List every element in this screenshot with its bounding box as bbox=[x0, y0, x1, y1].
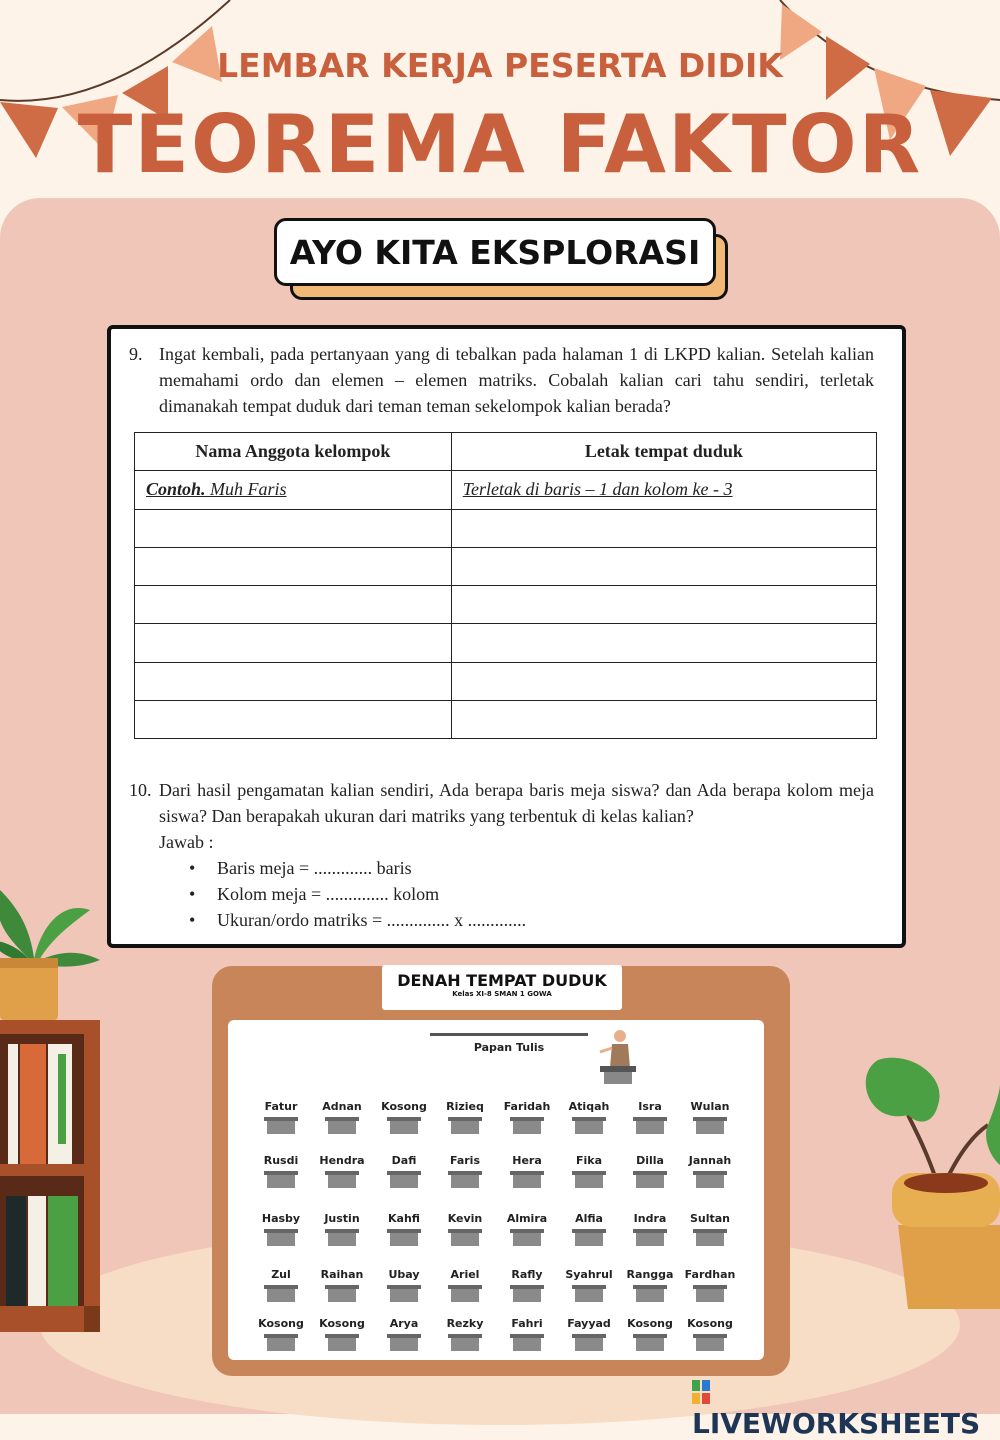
student-name: Rafly bbox=[511, 1268, 543, 1281]
seat bbox=[620, 1154, 680, 1188]
desk-icon bbox=[448, 1334, 482, 1351]
student-name: Indra bbox=[633, 1212, 667, 1225]
column-header: Letak tempat duduk bbox=[451, 433, 876, 471]
name-input-cell[interactable] bbox=[135, 701, 452, 739]
desk-icon bbox=[693, 1285, 727, 1302]
seat bbox=[251, 1212, 311, 1246]
seat bbox=[497, 1212, 557, 1246]
seat bbox=[312, 1317, 372, 1351]
table-row-example bbox=[135, 471, 877, 509]
desk-icon bbox=[264, 1171, 298, 1188]
question-number: 10. bbox=[129, 780, 152, 800]
seat bbox=[435, 1100, 495, 1134]
student-name: Ubay bbox=[388, 1268, 420, 1281]
seat bbox=[312, 1100, 372, 1134]
seat bbox=[620, 1100, 680, 1134]
worksheet-subtitle: LEMBAR KERJA PESERTA DIDIK bbox=[217, 46, 783, 85]
student-name: Alfia bbox=[575, 1212, 603, 1225]
name-input-cell[interactable] bbox=[135, 662, 452, 700]
column-header: Nama Anggota kelompok bbox=[135, 433, 452, 471]
whiteboard-line bbox=[430, 1033, 588, 1036]
seating-chart-sheet bbox=[228, 1020, 764, 1360]
name-input-cell[interactable] bbox=[135, 586, 452, 624]
desk-icon bbox=[510, 1171, 544, 1188]
desk-icon bbox=[387, 1229, 421, 1246]
name-input-cell[interactable] bbox=[135, 624, 452, 662]
seat bbox=[435, 1154, 495, 1188]
question-10 bbox=[129, 777, 874, 933]
location-input-cell[interactable] bbox=[451, 701, 876, 739]
potted-plant-left-illustration bbox=[0, 880, 110, 1020]
student-name: Kosong bbox=[319, 1317, 365, 1330]
location-input-cell[interactable] bbox=[451, 509, 876, 547]
answer-item-rows[interactable]: • Baris meja = ............. baris bbox=[189, 855, 874, 881]
seat bbox=[680, 1154, 740, 1188]
desk-icon bbox=[693, 1171, 727, 1188]
question-card bbox=[107, 325, 906, 948]
question-number: 9. bbox=[129, 344, 143, 364]
student-name: Raihan bbox=[320, 1268, 364, 1281]
seat bbox=[680, 1212, 740, 1246]
desk-icon bbox=[387, 1285, 421, 1302]
group-seat-table bbox=[134, 432, 877, 739]
student-name: Sultan bbox=[689, 1212, 731, 1225]
location-input-cell[interactable] bbox=[451, 547, 876, 585]
student-name: Syahrul bbox=[565, 1268, 613, 1281]
student-name: Hasby bbox=[261, 1212, 301, 1225]
student-name: Kevin bbox=[447, 1212, 483, 1225]
student-name: Kosong bbox=[381, 1100, 427, 1113]
student-name: Hendra bbox=[319, 1154, 365, 1167]
student-name: Faris bbox=[449, 1154, 481, 1167]
desk-icon bbox=[693, 1229, 727, 1246]
seat bbox=[559, 1212, 619, 1246]
desk-icon bbox=[693, 1334, 727, 1351]
desk-icon bbox=[264, 1285, 298, 1302]
table-row bbox=[135, 509, 877, 547]
seat bbox=[251, 1100, 311, 1134]
watermark-text: LIVEWORKSHEETS bbox=[692, 1407, 981, 1440]
seat bbox=[312, 1268, 372, 1302]
seat bbox=[620, 1268, 680, 1302]
seat bbox=[251, 1154, 311, 1188]
location-input-cell[interactable] bbox=[451, 662, 876, 700]
example-location-cell: Terletak di baris – 1 dan kolom ke - 3 bbox=[451, 471, 876, 509]
student-name: Zul bbox=[271, 1268, 291, 1281]
seat bbox=[559, 1154, 619, 1188]
student-name: Ariel bbox=[450, 1268, 480, 1281]
seat bbox=[559, 1268, 619, 1302]
seat bbox=[435, 1212, 495, 1246]
seat bbox=[374, 1100, 434, 1134]
name-input-cell[interactable] bbox=[135, 509, 452, 547]
student-name: Atiqah bbox=[568, 1100, 610, 1113]
student-name: Fahri bbox=[511, 1317, 543, 1330]
table-header-row bbox=[135, 433, 877, 471]
question-9 bbox=[129, 341, 874, 419]
seat bbox=[312, 1212, 372, 1246]
location-input-cell[interactable] bbox=[451, 586, 876, 624]
desk-icon bbox=[510, 1229, 544, 1246]
answer-label: Jawab : bbox=[159, 832, 214, 852]
student-name: Arya bbox=[389, 1317, 419, 1330]
desk-icon bbox=[572, 1334, 606, 1351]
student-name: Jannah bbox=[688, 1154, 732, 1167]
seat bbox=[374, 1212, 434, 1246]
student-name: Rusdi bbox=[263, 1154, 299, 1167]
student-name: Rezky bbox=[446, 1317, 484, 1330]
desk-icon bbox=[510, 1334, 544, 1351]
seat bbox=[251, 1317, 311, 1351]
seat bbox=[374, 1268, 434, 1302]
table-row bbox=[135, 547, 877, 585]
seat bbox=[435, 1268, 495, 1302]
seat bbox=[497, 1317, 557, 1351]
answer-item-order[interactable]: • Ukuran/ordo matriks = .............. x ............. bbox=[189, 907, 874, 933]
desk-icon bbox=[264, 1117, 298, 1134]
seat bbox=[312, 1154, 372, 1188]
student-name: Rizieq bbox=[446, 1100, 484, 1113]
desk-icon bbox=[448, 1117, 482, 1134]
student-name: Dilla bbox=[636, 1154, 664, 1167]
seat bbox=[680, 1317, 740, 1351]
desk-icon bbox=[633, 1229, 667, 1246]
student-name: Fika bbox=[575, 1154, 603, 1167]
seat bbox=[374, 1317, 434, 1351]
student-name: Wulan bbox=[690, 1100, 730, 1113]
student-name: Fatur bbox=[264, 1100, 298, 1113]
name-input-cell[interactable] bbox=[135, 547, 452, 585]
table-row bbox=[135, 662, 877, 700]
desk-icon bbox=[572, 1117, 606, 1134]
desk-icon bbox=[633, 1171, 667, 1188]
student-name: Dafi bbox=[391, 1154, 417, 1167]
desk-icon bbox=[510, 1285, 544, 1302]
desk-icon bbox=[264, 1229, 298, 1246]
student-name: Kahfi bbox=[388, 1212, 420, 1225]
desk-icon bbox=[387, 1334, 421, 1351]
seat bbox=[251, 1268, 311, 1302]
example-name: Muh Faris bbox=[205, 479, 287, 500]
question-text: Ingat kembali, pada pertanyaan yang di tebalkan pada halaman 1 di LKPD kalian. Setelah kalian memahami ordo dan elemen – elemen matriks. Cobalah kalian cari tahu sendiri, terletak dimanakah tempat duduk dari teman teman sekelompok kalian berada? bbox=[159, 344, 874, 416]
desk-icon bbox=[325, 1334, 359, 1351]
desk-icon bbox=[448, 1229, 482, 1246]
teacher-icon bbox=[598, 1028, 638, 1086]
desk-icon bbox=[633, 1334, 667, 1351]
table-row bbox=[135, 624, 877, 662]
seat bbox=[497, 1154, 557, 1188]
seat bbox=[435, 1317, 495, 1351]
liveworksheets-watermark bbox=[692, 1374, 1000, 1440]
student-name: Adnan bbox=[322, 1100, 362, 1113]
student-name: Justin bbox=[324, 1212, 360, 1225]
worksheet-title: TEOREMA FAKTOR bbox=[77, 98, 923, 191]
desk-icon bbox=[325, 1229, 359, 1246]
seat bbox=[680, 1268, 740, 1302]
section-banner: AYO KITA EKSPLORASI bbox=[274, 218, 716, 286]
student-name: Rangga bbox=[626, 1268, 674, 1281]
question-text: Dari hasil pengamatan kalian sendiri, Ada berapa baris meja siswa? dan Ada berapa kolom meja siswa? Dan berapakah ukuran dari matriks yang terbentuk di kelas kalian? bbox=[159, 780, 874, 826]
desk-icon bbox=[325, 1171, 359, 1188]
seat bbox=[620, 1317, 680, 1351]
table-row bbox=[135, 586, 877, 624]
desk-icon bbox=[387, 1171, 421, 1188]
student-name: Faridah bbox=[503, 1100, 551, 1113]
desk-icon bbox=[448, 1171, 482, 1188]
student-name: Isra bbox=[638, 1100, 662, 1113]
seat bbox=[620, 1212, 680, 1246]
desk-icon bbox=[325, 1117, 359, 1134]
seat bbox=[559, 1100, 619, 1134]
whiteboard-label: Papan Tulis bbox=[473, 1041, 545, 1054]
seat bbox=[559, 1317, 619, 1351]
desk-icon bbox=[693, 1117, 727, 1134]
student-name: Hera bbox=[512, 1154, 542, 1167]
seat bbox=[497, 1100, 557, 1134]
example-name-cell bbox=[135, 471, 452, 509]
example-label: Contoh. bbox=[146, 479, 206, 500]
seat bbox=[374, 1154, 434, 1188]
desk-icon bbox=[264, 1334, 298, 1351]
desk-icon bbox=[448, 1285, 482, 1302]
bookshelf-illustration bbox=[0, 1020, 102, 1332]
seating-chart-title-box bbox=[382, 965, 622, 1010]
desk-icon bbox=[572, 1229, 606, 1246]
student-name: Kosong bbox=[687, 1317, 733, 1330]
student-name: Almira bbox=[506, 1212, 548, 1225]
seating-chart-title: DENAH TEMPAT DUDUK bbox=[397, 971, 607, 990]
desk-icon bbox=[572, 1285, 606, 1302]
desk-icon bbox=[572, 1171, 606, 1188]
location-input-cell[interactable] bbox=[451, 624, 876, 662]
liveworksheets-logo-icon bbox=[692, 1380, 710, 1404]
desk-icon bbox=[387, 1117, 421, 1134]
seat bbox=[680, 1100, 740, 1134]
answer-item-columns[interactable]: • Kolom meja = .............. kolom bbox=[189, 881, 874, 907]
seat bbox=[497, 1268, 557, 1302]
desk-icon bbox=[633, 1117, 667, 1134]
desk-icon bbox=[325, 1285, 359, 1302]
answer-list bbox=[189, 855, 874, 933]
student-name: Fardhan bbox=[684, 1268, 736, 1281]
desk-icon bbox=[633, 1285, 667, 1302]
seating-chart-subtitle: Kelas XI-8 SMAN 1 GOWA bbox=[452, 990, 552, 998]
table-row bbox=[135, 701, 877, 739]
student-name: Kosong bbox=[258, 1317, 304, 1330]
desk-icon bbox=[510, 1117, 544, 1134]
potted-plant-right-illustration bbox=[858, 1055, 1000, 1309]
student-name: Fayyad bbox=[567, 1317, 611, 1330]
student-name: Kosong bbox=[627, 1317, 673, 1330]
